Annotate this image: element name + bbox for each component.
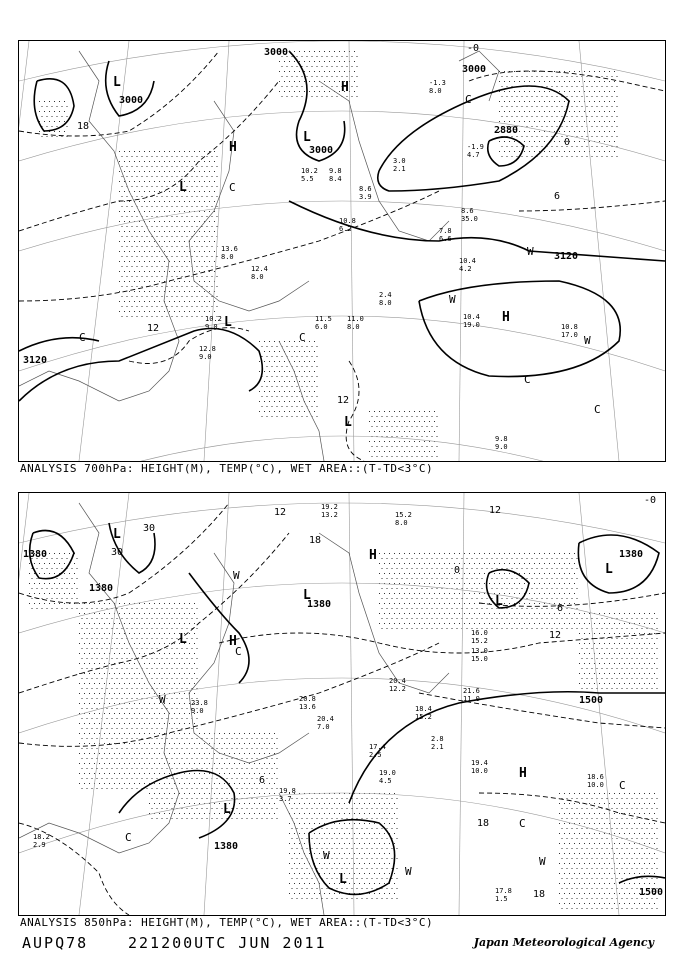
- station-plot: [431, 735, 444, 751]
- station-plot: [329, 167, 342, 183]
- isotherm-labels: [111, 495, 656, 900]
- high-center: H: [519, 766, 527, 781]
- station-plot: [359, 185, 372, 201]
- svg-text:7.8: 7.8: [439, 227, 452, 235]
- high-center: H: [229, 634, 237, 649]
- station-plot: [439, 227, 452, 243]
- station-plot: [379, 769, 396, 785]
- station-plot: [369, 743, 386, 759]
- isotherm-label: 18: [477, 818, 490, 829]
- isotherm-label: 18: [309, 535, 322, 546]
- svg-text:8.0: 8.0: [221, 253, 234, 261]
- map-panel-850hpa: [18, 492, 666, 916]
- isotherm-label: 12: [549, 630, 562, 641]
- isotherm-label: 6: [554, 191, 561, 202]
- svg-text:3.0: 3.0: [393, 157, 406, 165]
- isotherm-label: 18: [77, 121, 90, 132]
- station-plot: [301, 167, 318, 183]
- high-center: H: [369, 548, 377, 563]
- contour-label: 1380: [23, 549, 48, 560]
- isotherm-labels: [77, 43, 570, 406]
- caption-700hpa: ANALYSIS 700hPa: HEIGHT(M), TEMP(°C), WET AREA::(T-TD<3°C): [20, 462, 434, 475]
- svg-text:2.4: 2.4: [379, 291, 392, 299]
- svg-text:4.7: 4.7: [467, 151, 480, 159]
- station-plot: [395, 511, 412, 527]
- svg-text:6.0: 6.0: [315, 323, 328, 331]
- cold-center: C: [594, 403, 601, 416]
- caption-850hpa: ANALYSIS 850hPa: HEIGHT(M), TEMP(°C), WET AREA::(T-TD<3°C): [20, 916, 434, 929]
- warm-center: W: [233, 569, 240, 582]
- low-center: L: [339, 872, 347, 887]
- svg-text:-1.9: -1.9: [467, 143, 484, 151]
- contour-label: 3120: [23, 355, 48, 366]
- cold-center: C: [79, 331, 86, 344]
- station-plot: [587, 773, 604, 789]
- cold-center: C: [519, 817, 526, 830]
- cold-center: C: [235, 645, 242, 658]
- station-plot: [317, 715, 334, 731]
- contour-label: 1380: [307, 599, 332, 610]
- warm-center: W: [405, 865, 412, 878]
- svg-text:8.0: 8.0: [251, 273, 264, 281]
- station-plot: [495, 887, 512, 903]
- warm-center: W: [159, 693, 166, 706]
- pressure-centers: [113, 75, 510, 430]
- contour-label: 1380: [619, 549, 644, 560]
- station-plot: [321, 503, 338, 519]
- svg-text:10.8: 10.8: [339, 217, 356, 225]
- svg-text:10.4: 10.4: [463, 313, 480, 321]
- contour-label: 1500: [639, 887, 664, 898]
- station-plot: [429, 79, 446, 95]
- station-plot: [33, 833, 50, 849]
- high-center: H: [229, 140, 237, 155]
- isotherm-label: 12: [147, 323, 160, 334]
- high-center: H: [341, 80, 349, 95]
- isotherms: [19, 503, 665, 915]
- low-center: L: [113, 75, 121, 90]
- station-plot: [221, 245, 238, 261]
- map-850hpa: [19, 493, 665, 915]
- warm-center: W: [584, 334, 591, 347]
- map-panel-700hpa: [18, 40, 666, 462]
- chart-code: AUPQ78: [22, 934, 89, 952]
- contour-label: 1380: [214, 841, 239, 852]
- station-plot: [347, 315, 364, 331]
- svg-text:19.0: 19.0: [463, 321, 480, 329]
- cold-center: C: [619, 779, 626, 792]
- low-center: L: [303, 130, 311, 145]
- svg-text:9.0: 9.0: [199, 353, 212, 361]
- contour-label: 3000: [119, 95, 144, 106]
- svg-text:11.0: 11.0: [347, 315, 364, 323]
- station-plots: [199, 79, 578, 451]
- station-plot: [191, 699, 208, 715]
- isotherm-label: 12: [337, 395, 350, 406]
- map-700hpa: [19, 41, 665, 461]
- pressure-centers: [113, 527, 613, 887]
- svg-text:8.6: 8.6: [359, 185, 372, 193]
- low-center: L: [303, 588, 311, 603]
- high-center: H: [502, 310, 510, 325]
- station-plot: [471, 629, 488, 645]
- contour-label: 1380: [89, 583, 114, 594]
- low-center: L: [179, 632, 187, 647]
- station-plot: [463, 313, 480, 329]
- cold-center: C: [229, 181, 236, 194]
- station-plot: [415, 705, 432, 721]
- isotherm-label: 12: [274, 507, 287, 518]
- low-center: L: [224, 315, 232, 330]
- station-plots: [33, 503, 604, 903]
- isotherm-label: -0: [467, 43, 480, 54]
- svg-text:13.6: 13.6: [221, 245, 238, 253]
- svg-text:2.1: 2.1: [393, 165, 406, 173]
- svg-text:10.8: 10.8: [561, 323, 578, 331]
- station-plot: [389, 677, 406, 693]
- station-plot: [379, 291, 392, 307]
- low-center: L: [344, 415, 352, 430]
- contour-label: 3000: [462, 64, 487, 75]
- svg-text:9.8: 9.8: [329, 167, 342, 175]
- svg-text:8.0: 8.0: [379, 299, 392, 307]
- contour-label: 3120: [554, 251, 579, 262]
- contour-label: 1500: [579, 695, 604, 706]
- station-plot: [495, 435, 508, 451]
- low-center: L: [605, 562, 613, 577]
- svg-text:10.2: 10.2: [205, 315, 222, 323]
- svg-text:10.2: 10.2: [301, 167, 318, 175]
- warm-center: W: [527, 245, 534, 258]
- agency-name: Japan Meteorological Agency: [473, 936, 654, 949]
- cold-center: C: [125, 831, 132, 844]
- svg-text:8.0: 8.0: [429, 87, 442, 95]
- warm-center: W: [539, 855, 546, 868]
- station-plot: [299, 695, 316, 711]
- coastlines: [19, 51, 499, 461]
- svg-text:35.0: 35.0: [461, 215, 478, 223]
- svg-text:8.4: 8.4: [329, 175, 342, 183]
- low-center: L: [179, 180, 187, 195]
- svg-text:4.2: 4.2: [459, 265, 472, 273]
- station-plot: [467, 143, 484, 159]
- station-plot: [393, 157, 406, 173]
- svg-text:-1.3: -1.3: [429, 79, 446, 87]
- contour-label: 3000: [309, 145, 334, 156]
- valid-time: 221200UTC JUN 2011: [128, 934, 327, 952]
- temp-centers: [125, 569, 626, 878]
- station-plot: [561, 323, 578, 339]
- svg-text:6.2: 6.2: [339, 225, 352, 233]
- cold-center: C: [299, 331, 306, 344]
- contour-label: 2880: [494, 125, 519, 136]
- isotherm-label: 0: [454, 565, 461, 576]
- svg-text:11.5: 11.5: [315, 315, 332, 323]
- svg-text:12.4: 12.4: [251, 265, 268, 273]
- isotherm-label: 12: [489, 505, 502, 516]
- station-plot: [339, 217, 356, 233]
- low-center: L: [495, 594, 503, 609]
- svg-text:6.6: 6.6: [439, 235, 452, 243]
- low-center: L: [223, 802, 231, 817]
- svg-text:17.0: 17.0: [561, 331, 578, 339]
- station-plot: [199, 345, 216, 361]
- station-plot: [459, 257, 476, 273]
- isotherm-label: 18: [533, 889, 546, 900]
- station-plot: [279, 787, 296, 803]
- isotherm-label: 6: [557, 603, 564, 614]
- isotherm-label: 30: [143, 523, 156, 534]
- isotherm-label: 0: [564, 137, 571, 148]
- svg-text:12.8: 12.8: [199, 345, 216, 353]
- temp-centers: [79, 93, 601, 416]
- station-plot: [463, 687, 480, 703]
- station-plot: [471, 647, 488, 663]
- cold-center: C: [465, 93, 472, 106]
- low-center: L: [113, 527, 121, 542]
- station-plot: [251, 265, 268, 281]
- isotherm-label: 6: [259, 775, 266, 786]
- svg-text:3.9: 3.9: [359, 193, 372, 201]
- svg-text:9.8: 9.8: [495, 435, 508, 443]
- isotherm-label: -0: [644, 495, 657, 506]
- svg-text:9.0: 9.0: [205, 323, 218, 331]
- contour-label: 3000: [264, 47, 289, 58]
- svg-text:8.0: 8.0: [347, 323, 360, 331]
- svg-text:8.6: 8.6: [461, 207, 474, 215]
- cold-center: C: [524, 373, 531, 386]
- station-plot: [315, 315, 332, 331]
- warm-center: W: [323, 849, 330, 862]
- svg-text:5.5: 5.5: [301, 175, 314, 183]
- warm-center: W: [449, 293, 456, 306]
- svg-text:9.0: 9.0: [495, 443, 508, 451]
- station-plot: [471, 759, 488, 775]
- isotherm-label: 30: [111, 547, 124, 558]
- svg-text:10.4: 10.4: [459, 257, 476, 265]
